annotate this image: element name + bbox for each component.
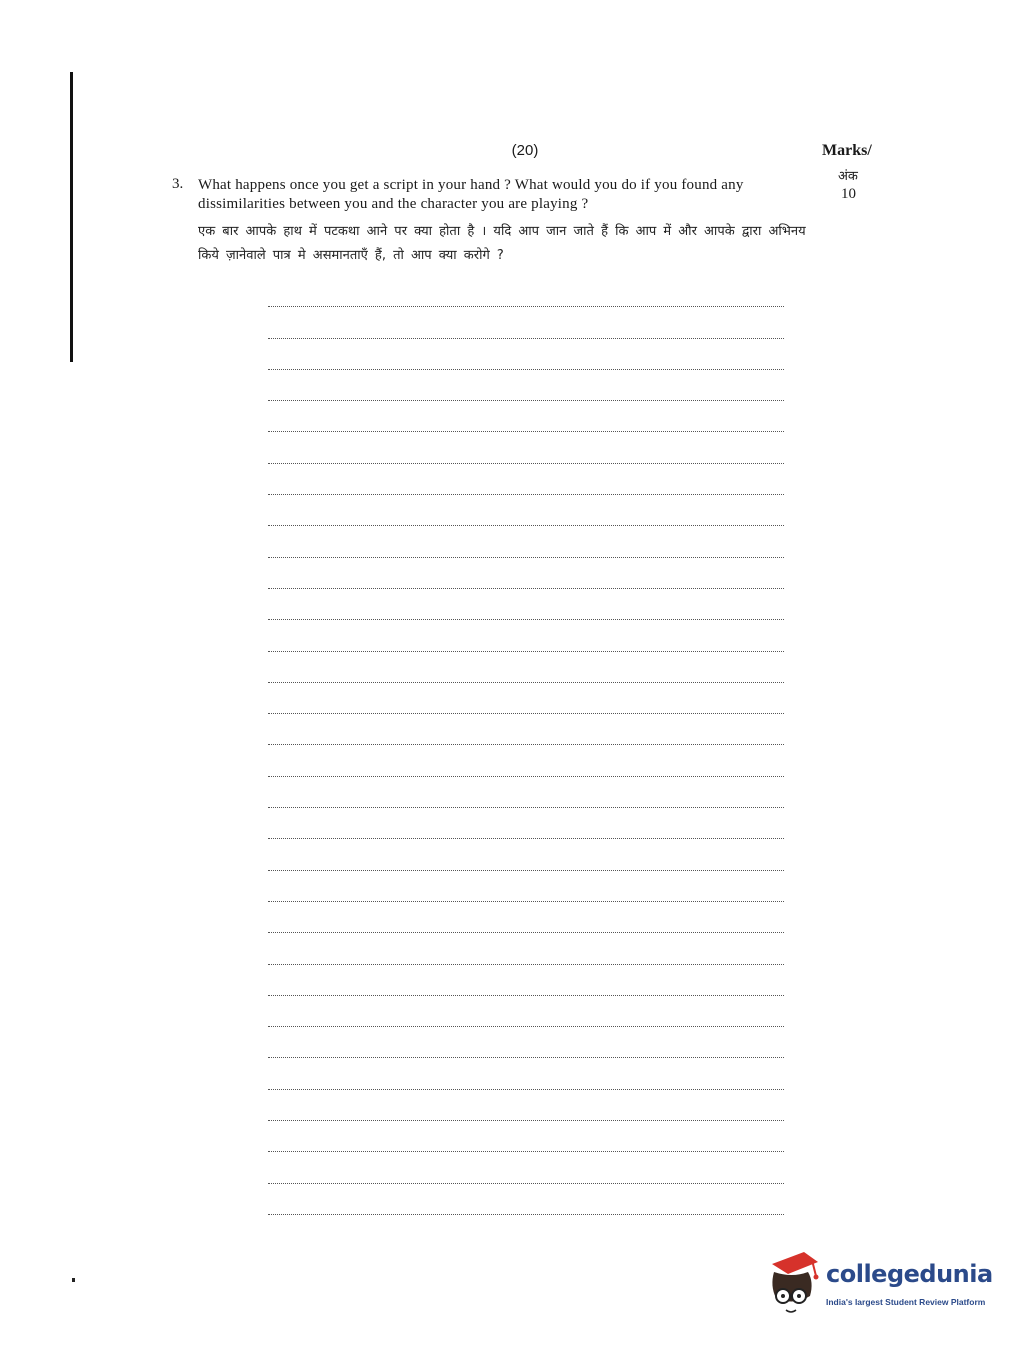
answer-line[interactable] [268, 620, 784, 651]
answer-line[interactable] [268, 339, 784, 370]
answer-line[interactable] [268, 808, 784, 839]
answer-line[interactable] [268, 495, 784, 526]
answer-line[interactable] [268, 1058, 784, 1089]
answer-line[interactable] [268, 652, 784, 683]
logo-wordmark: collegedunia [826, 1260, 993, 1288]
answer-line[interactable] [268, 965, 784, 996]
logo-tagline: India's largest Student Review Platform [826, 1297, 986, 1307]
answer-line[interactable] [268, 307, 784, 338]
answer-line[interactable] [268, 683, 784, 714]
answer-line[interactable] [268, 526, 784, 557]
question-text-hindi: एक बार आपके हाथ में पटकथा आने पर क्या होता है । यदि आप जान जाते हैं कि आप में और आपके द्वारा अभिनय किये ज़ानेवाले पात्र मे असमानताएँ हैं, तो आप क्या करोगे ? [198, 224, 806, 263]
answer-area[interactable] [268, 276, 784, 1215]
answer-line[interactable] [268, 902, 784, 933]
student-mascot-icon [766, 1250, 824, 1320]
answer-line[interactable] [268, 1090, 784, 1121]
answer-line[interactable] [268, 558, 784, 589]
left-margin-bar [70, 72, 73, 362]
answer-line[interactable] [268, 1152, 784, 1183]
question-number: 3. [172, 176, 184, 192]
answer-line[interactable] [268, 745, 784, 776]
answer-line[interactable] [268, 1184, 784, 1215]
answer-line[interactable] [268, 871, 784, 902]
page-number: (20) [511, 142, 539, 159]
answer-line[interactable] [268, 996, 784, 1027]
answer-line[interactable] [268, 777, 784, 808]
answer-line[interactable] [268, 1027, 784, 1058]
marks-label: Marks/ [822, 142, 872, 159]
answer-line[interactable] [268, 933, 784, 964]
answer-line[interactable] [268, 370, 784, 401]
answer-line[interactable] [268, 839, 784, 870]
answer-line[interactable] [268, 714, 784, 745]
question-marks: 10 [841, 186, 856, 202]
answer-line[interactable] [268, 464, 784, 495]
marks-label-hindi: अंक [838, 169, 858, 184]
answer-line[interactable] [268, 432, 784, 463]
collegedunia-logo [766, 1250, 996, 1320]
answer-line[interactable] [268, 1121, 784, 1152]
answer-line[interactable] [268, 589, 784, 620]
margin-mark [72, 1278, 75, 1282]
question-text-english: What happens once you get a script in your hand ? What would you do if you found any dissimilarities between you and the character you are playing ? [198, 177, 744, 212]
answer-line[interactable] [268, 276, 784, 307]
answer-line[interactable] [268, 401, 784, 432]
